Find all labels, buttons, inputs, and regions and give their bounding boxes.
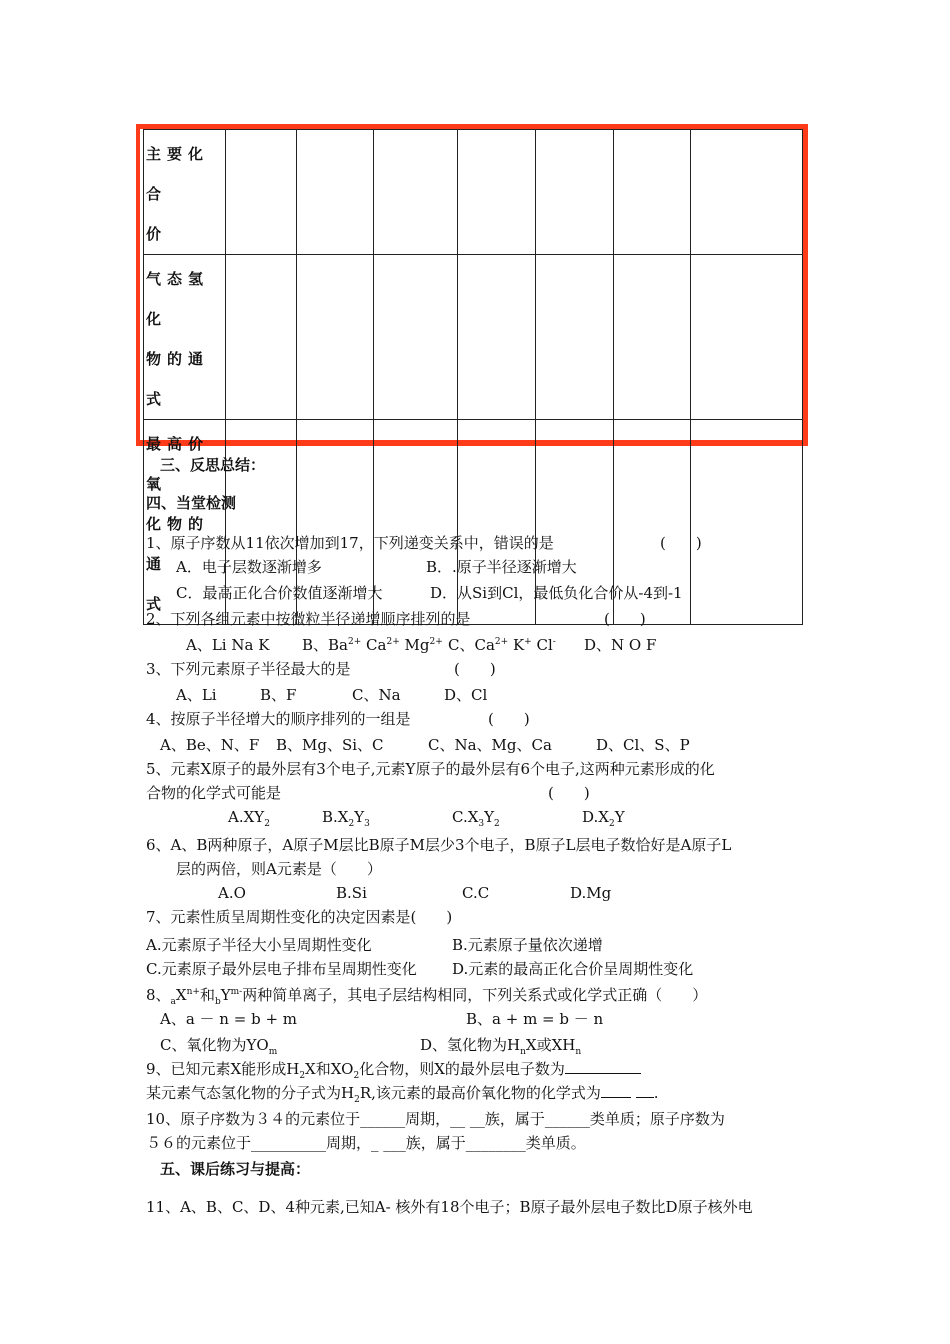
q9-blank-1[interactable] <box>565 1061 641 1074</box>
section-homework: 五、课后练习与提高： <box>160 1160 311 1178</box>
q3-option-c: C、Na <box>352 686 401 704</box>
section-in-class-test: 四、当堂检测 <box>146 494 237 512</box>
row-label-line: 化物的通 <box>146 515 210 573</box>
q5-option-c: $C.X_3Y_2$ <box>452 808 500 829</box>
row-label-line: 最高价氧 <box>146 435 210 493</box>
q5-option-d: $D.X_2Y$ <box>582 808 625 829</box>
q4-answer-paren[interactable]: ( ) <box>488 710 530 728</box>
cell[interactable] <box>535 130 613 255</box>
q7-stem: 7、元素性质呈周期性变化的决定因素是( ) <box>146 908 453 926</box>
q7-option-c: C.元素原子最外层电子排布呈周期性变化 <box>146 960 417 978</box>
q2-option-c: C、$Ca^{2+}$ K+ Cl- <box>448 636 556 654</box>
q6-stem-line1: 6、A、B两种原子，A原子M层比B原子M层少3个电子，B原子L层电子数恰好是A原子L <box>146 836 732 854</box>
cell[interactable] <box>458 130 536 255</box>
q1-answer-paren[interactable]: ( ) <box>660 534 702 552</box>
cell[interactable] <box>225 255 296 420</box>
cell[interactable] <box>458 255 536 420</box>
q8-option-a: A、a － n = b + m <box>160 1010 298 1028</box>
row-label-line: 式 <box>146 595 168 613</box>
q6-stem-line2: 层的两倍，则A元素是（ ） <box>176 860 382 878</box>
row-label-line: 气态氢化 <box>146 270 210 328</box>
q9-blank-3[interactable] <box>636 1085 654 1098</box>
q5-option-b: $B.X_2Y_3$ <box>322 808 370 829</box>
q10-line2: ５６的元素位于__________周期，_ ___族，属于________类单质。 <box>146 1134 586 1152</box>
q10-line1: 10、原子序数为３４的元素位于______周期，__ __族，属于______类单质；原子序数为 <box>146 1110 725 1128</box>
q2-option-a: A、Li Na K <box>186 636 270 654</box>
row-label-line: 主要化合 <box>146 145 210 203</box>
q1-option-b: B．.原子半径逐渐增大 <box>426 558 577 576</box>
q3-answer-paren[interactable]: ( ) <box>454 660 496 678</box>
q2-option-d: D、N O F <box>584 636 657 654</box>
q6-option-c: C.C <box>462 884 490 902</box>
cell[interactable] <box>374 255 458 420</box>
q9-line1: 9、已知元素X能形成$H_2X$和$XO_2$化合物，则X的最外层电子数为 <box>146 1058 641 1081</box>
table-row <box>144 130 803 255</box>
q1-option-c: C．最高正化合价数值逐渐增大 <box>176 584 383 602</box>
row-label <box>144 130 226 255</box>
q6-option-d: D.Mg <box>570 884 612 902</box>
q5-stem-line2: 合物的化学式可能是 <box>146 784 282 802</box>
q4-option-b: B、Mg、Si、C <box>276 736 384 754</box>
q7-option-b: B.元素原子量依次递增 <box>452 936 603 954</box>
q1-option-a: A．电子层数逐渐增多 <box>176 558 322 576</box>
cell[interactable] <box>613 130 691 255</box>
q8-stem: 8、$_aX^{n+}$和$_bY^{m-}$两种简单离子，其电子层结构相同，下列关系式或化学式正确（ ） <box>146 986 708 1007</box>
cell[interactable] <box>613 255 691 420</box>
q3-stem: 3、下列元素原子半径最大的是 <box>146 660 351 678</box>
q1-option-d: D．从Si到Cl，最低负化合价从-4到-1 <box>430 584 683 602</box>
cell[interactable] <box>691 255 803 420</box>
q2-answer-paren[interactable]: ( ) <box>604 610 646 628</box>
cell[interactable] <box>296 255 374 420</box>
row-label <box>144 255 226 420</box>
q8-option-d: D、氢化物为$H_nX$或$XH_n$ <box>420 1036 582 1057</box>
q6-option-a: A.O <box>218 884 246 902</box>
q4-option-c: C、Na、Mg、Ca <box>428 736 552 754</box>
cell[interactable] <box>691 130 803 255</box>
q4-option-a: A、Be、N、F <box>160 736 260 754</box>
cell[interactable] <box>535 255 613 420</box>
q7-option-a: A.元素原子半径大小呈周期性变化 <box>146 936 372 954</box>
q1-stem: 1、原子序数从11依次增加到17，下列递变关系中，错误的是 <box>146 534 554 552</box>
q8-option-b: B、a + m = b － n <box>466 1010 604 1028</box>
cell[interactable] <box>296 130 374 255</box>
q5-answer-paren[interactable]: ( ) <box>548 784 590 802</box>
row-label-line: 物的通式 <box>146 350 210 408</box>
q5-stem-line1: 5、元素X原子的最外层有3个电子,元素Y原子的最外层有6个电子,这两种元素形成的化 <box>146 760 715 778</box>
q11-stem: 11、A、B、C、D、4种元素,已知A- 核外有18个电子；B原子最外层电子数比D原子核外电 <box>146 1198 753 1216</box>
row-label-line: 价 <box>146 225 168 243</box>
q7-option-d: D.元素的最高正化合价呈周期性变化 <box>452 960 694 978</box>
q3-option-b: B、F <box>260 686 297 704</box>
section-reflection: 三、反思总结： <box>160 456 266 474</box>
q4-stem: 4、按原子半径增大的顺序排列的一组是 <box>146 710 411 728</box>
q2-stem: 2、下列各组元素中按微粒半径递增顺序排列的是 <box>146 610 471 628</box>
q5-option-a: $A.XY_2$ <box>228 808 270 829</box>
cell[interactable] <box>225 130 296 255</box>
q9-line2: 某元素气态氢化物的分子式为$H_2R$,该元素的最高价氧化物的化学式为 . <box>146 1084 659 1105</box>
q4-option-d: D、Cl、S、P <box>596 736 690 754</box>
cell[interactable] <box>374 130 458 255</box>
q3-option-d: D、Cl <box>444 686 488 704</box>
cell[interactable] <box>691 420 803 625</box>
q6-option-b: B.Si <box>336 884 367 902</box>
table-row <box>144 255 803 420</box>
q3-option-a: A、Li <box>176 686 217 704</box>
q2-option-b: B、$Ba^{2+}$ $Ca^{2+}$ $Mg^{2+}$ <box>302 636 443 654</box>
q8-option-c: C、氧化物为$YO_m$ <box>160 1036 278 1057</box>
q9-blank-2[interactable] <box>601 1085 631 1098</box>
